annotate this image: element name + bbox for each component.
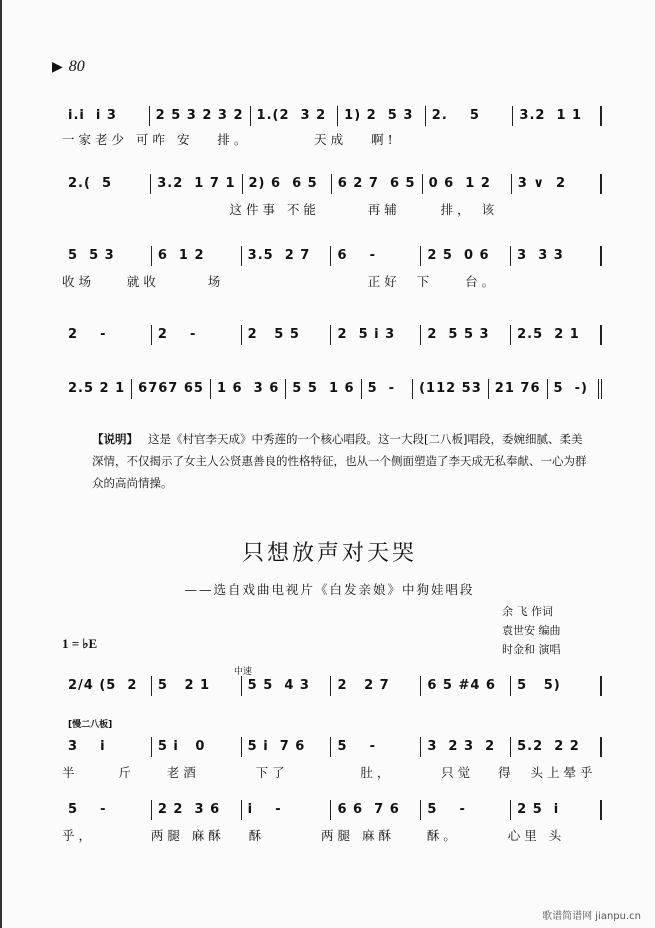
measure: 2 5 5 3 bbox=[421, 325, 511, 345]
measure: 2 2 7 bbox=[331, 676, 421, 696]
score-line bbox=[62, 325, 602, 345]
measure: 1) 2 5 3 bbox=[338, 106, 426, 126]
measure: 6 - bbox=[331, 246, 421, 266]
measure: (112 53 bbox=[413, 379, 489, 399]
explanation-label: 【说明】 bbox=[92, 432, 138, 446]
credit-lyricist: 余 飞 作词 bbox=[502, 605, 553, 618]
measure: 2 2 3 6 bbox=[152, 800, 242, 820]
measure: 3 i bbox=[62, 737, 152, 757]
measure: 5 -) bbox=[548, 379, 603, 399]
lyrics-line: 收场 就收 场 正好 下 台。 bbox=[62, 274, 499, 289]
measure: 2 - bbox=[152, 325, 242, 345]
measure: 5 i 0 bbox=[152, 737, 242, 757]
lyrics-line: 乎， 两腿 麻酥 酥 两腿 麻酥 酥。 心里 头 bbox=[62, 828, 566, 843]
lyrics-line: 一家老少 可咋 安 排。 天成 啊! bbox=[62, 132, 397, 147]
lyrics-line: 这件事 不能 再辅 排， 该 bbox=[62, 202, 499, 217]
measure: 5 5 1 6 bbox=[286, 379, 361, 399]
measure: 3.2 1 1 bbox=[513, 106, 602, 126]
measure: 2.5 2 1 bbox=[511, 325, 602, 345]
score-line bbox=[62, 106, 602, 126]
score-line bbox=[62, 379, 602, 399]
score-line bbox=[62, 246, 602, 266]
score-line bbox=[62, 800, 602, 820]
measure: 5 - bbox=[421, 800, 511, 820]
explanation-note bbox=[92, 428, 592, 494]
measure: i.i i 3 bbox=[62, 106, 150, 126]
measure: 5 - bbox=[331, 737, 421, 757]
measure: 5.2 2 2 bbox=[511, 737, 602, 757]
measure: 3.5 2 7 bbox=[242, 246, 332, 266]
measure: 5 i 7 6 bbox=[242, 737, 332, 757]
credit-singer: 时金和 演唱 bbox=[502, 643, 561, 656]
measure: 2.( 5 bbox=[62, 174, 151, 194]
measure: 2.5 2 1 bbox=[62, 379, 132, 399]
credit-arranger: 袁世安 编曲 bbox=[502, 624, 561, 637]
measure: 1 6 3 6 bbox=[211, 379, 286, 399]
measure: 5 5 3 bbox=[62, 246, 152, 266]
song-credits bbox=[502, 602, 561, 659]
score-line bbox=[62, 174, 602, 194]
song-subtitle: ——选自戏曲电视片《白发亲娘》中狗娃唱段 bbox=[184, 582, 475, 597]
measure: 5 5) bbox=[511, 676, 602, 696]
page-number bbox=[52, 58, 85, 76]
measure: 2/4 (5 2 bbox=[62, 676, 152, 696]
measure: 5 2 1 bbox=[152, 676, 242, 696]
measure: 0 6 1 2 bbox=[423, 174, 512, 194]
measure: 3 ∨ 2 bbox=[512, 174, 602, 194]
measure: 6 2 7 6 5 bbox=[332, 174, 423, 194]
measure: 1.(2 3 2 bbox=[251, 106, 339, 126]
banshi-marking: [慢二八板] bbox=[68, 720, 113, 730]
measure: 2 5 i bbox=[511, 800, 602, 820]
measure: 6 6 7 6 bbox=[331, 800, 421, 820]
measure: 3 3 3 bbox=[511, 246, 602, 266]
measure: 3.2 1 7 1 bbox=[151, 174, 242, 194]
explanation-text: 这是《村官李天成》中秀莲的一个核心唱段。这一大段[二八板]唱段，委婉细腻、柔美深情，不仅揭示了女主人公贤惠善良的性格特征，也从一个侧面塑造了李天成无私奉献、一心为群众的高尚情操。 bbox=[92, 432, 587, 490]
page-marker-icon: ▶ bbox=[52, 60, 63, 75]
score-line bbox=[62, 676, 602, 696]
measure: i - bbox=[242, 800, 332, 820]
measure: 5 - bbox=[62, 800, 152, 820]
measure: 2 5 5 bbox=[242, 325, 332, 345]
measure: 5 - bbox=[362, 379, 414, 399]
measure: 21 76 bbox=[489, 379, 548, 399]
page-number-text: 80 bbox=[68, 58, 85, 75]
measure: 2) 6 6 5 bbox=[243, 174, 332, 194]
song-title: 只想放声对天哭 bbox=[241, 541, 417, 566]
lyrics-line: 半 斤 老酒 下了 肚， 只觉 得 头上晕乎 bbox=[62, 765, 597, 780]
tempo-marking: 中速 bbox=[234, 667, 253, 677]
measure: 6 5 #4 6 bbox=[421, 676, 511, 696]
score-line bbox=[62, 737, 602, 757]
measure: 2. 5 bbox=[426, 106, 514, 126]
key-signature: 1 = ♭E bbox=[62, 636, 98, 651]
measure: 5 5 4 3 bbox=[242, 676, 332, 696]
measure: 2 5 3 2 3 2 bbox=[150, 106, 251, 126]
measure: 6767 65 bbox=[132, 379, 211, 399]
measure: 2 5 i 3 bbox=[331, 325, 421, 345]
measure: 3 2 3 2 bbox=[421, 737, 511, 757]
measure: 6 1 2 bbox=[152, 246, 242, 266]
watermark: 歌谱简谱网 jianpu.cn bbox=[542, 911, 641, 922]
measure: 2 - bbox=[62, 325, 152, 345]
measure: 2 5 0 6 bbox=[421, 246, 511, 266]
